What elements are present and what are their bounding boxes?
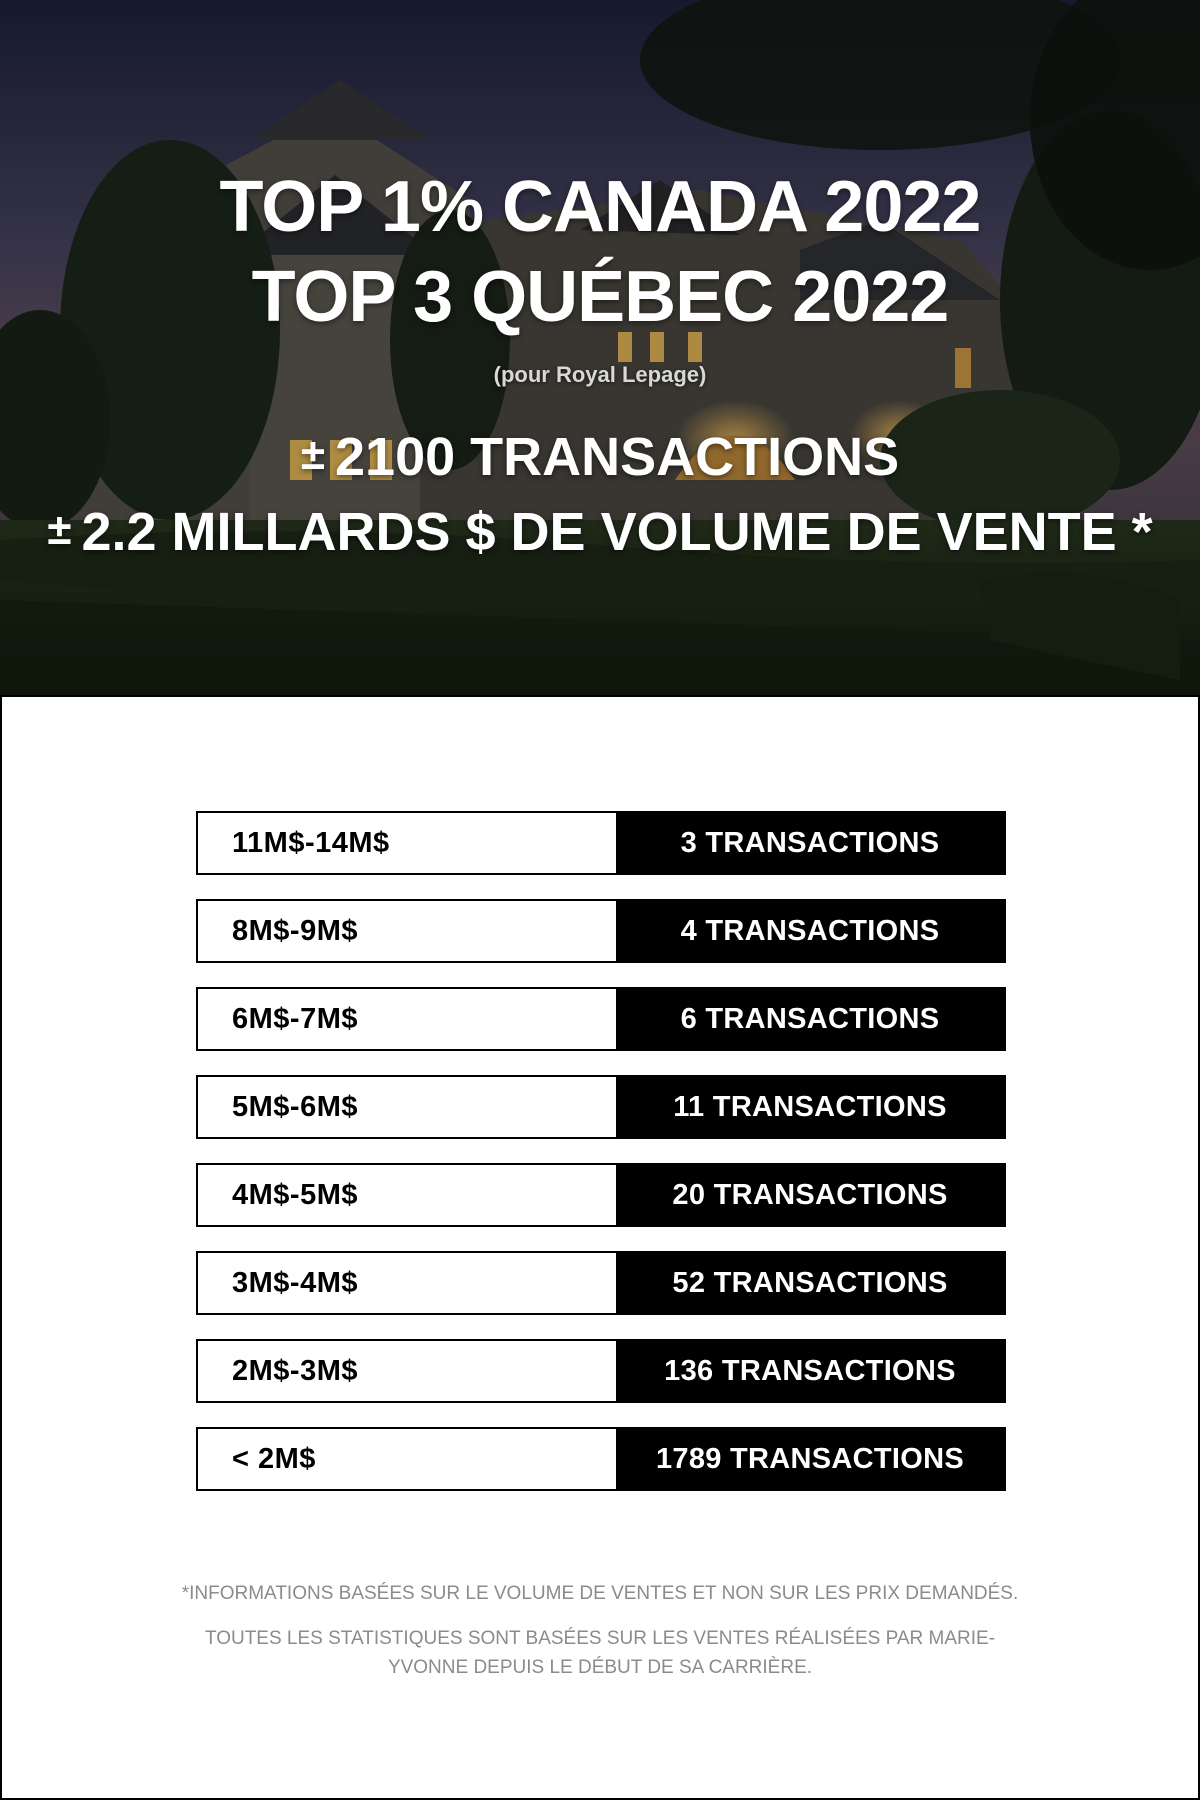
footnote-volume: *INFORMATIONS BASÉES SUR LE VOLUME DE VENTES ET NON SUR LES PRIX DEMANDÉS. bbox=[181, 1583, 1019, 1604]
royal-lepage-note: (pour Royal Lepage) bbox=[493, 362, 707, 387]
volume-stat bbox=[0, 500, 1200, 562]
price-range-label: 11M$-14M$ bbox=[198, 813, 616, 873]
hero-text bbox=[0, 0, 1200, 695]
price-range-row bbox=[196, 899, 1006, 963]
price-range-row bbox=[196, 1427, 1006, 1491]
price-range-row bbox=[196, 987, 1006, 1051]
transaction-count: 3 TRANSACTIONS bbox=[616, 813, 1004, 873]
price-range-label: < 2M$ bbox=[198, 1429, 616, 1489]
transaction-count: 11 TRANSACTIONS bbox=[616, 1077, 1004, 1137]
price-range-row bbox=[196, 1075, 1006, 1139]
price-range-row bbox=[196, 1251, 1006, 1315]
price-range-row bbox=[196, 811, 1006, 875]
price-range-list bbox=[196, 811, 1006, 1515]
plus-minus-sign: ± bbox=[300, 430, 325, 479]
price-range-label: 6M$-7M$ bbox=[198, 989, 616, 1049]
transactions-stat bbox=[0, 425, 1200, 487]
headline-quebec: TOP 3 QUÉBEC 2022 bbox=[251, 257, 949, 337]
footnotes bbox=[2, 1579, 1198, 1682]
price-range-label: 5M$-6M$ bbox=[198, 1077, 616, 1137]
transaction-count: 52 TRANSACTIONS bbox=[616, 1253, 1004, 1313]
price-range-label: 8M$-9M$ bbox=[198, 901, 616, 961]
plus-minus-sign: ± bbox=[47, 505, 72, 554]
price-range-label: 2M$-3M$ bbox=[198, 1341, 616, 1401]
transaction-count: 6 TRANSACTIONS bbox=[616, 989, 1004, 1049]
transactions-stat-text: 2100 TRANSACTIONS bbox=[335, 427, 900, 487]
price-range-label: 4M$-5M$ bbox=[198, 1165, 616, 1225]
transaction-count: 1789 TRANSACTIONS bbox=[616, 1429, 1004, 1489]
hero-banner bbox=[0, 0, 1200, 695]
price-range-row bbox=[196, 1163, 1006, 1227]
transaction-count: 20 TRANSACTIONS bbox=[616, 1165, 1004, 1225]
transaction-count: 136 TRANSACTIONS bbox=[616, 1341, 1004, 1401]
footnote-statistics: TOUTES LES STATISTIQUES SONT BASÉES SUR LES VENTES RÉALISÉES PAR MARIE-YVONNE DEPUIS LE DÉBUT DE SA CARRIÈRE. bbox=[204, 1628, 996, 1678]
transaction-count: 4 TRANSACTIONS bbox=[616, 901, 1004, 961]
price-range-row bbox=[196, 1339, 1006, 1403]
headline-canada: TOP 1% CANADA 2022 bbox=[219, 167, 981, 247]
sales-breakdown bbox=[0, 695, 1200, 1800]
volume-stat-text: 2.2 MILLARDS $ DE VOLUME DE VENTE * bbox=[81, 502, 1153, 562]
price-range-label: 3M$-4M$ bbox=[198, 1253, 616, 1313]
